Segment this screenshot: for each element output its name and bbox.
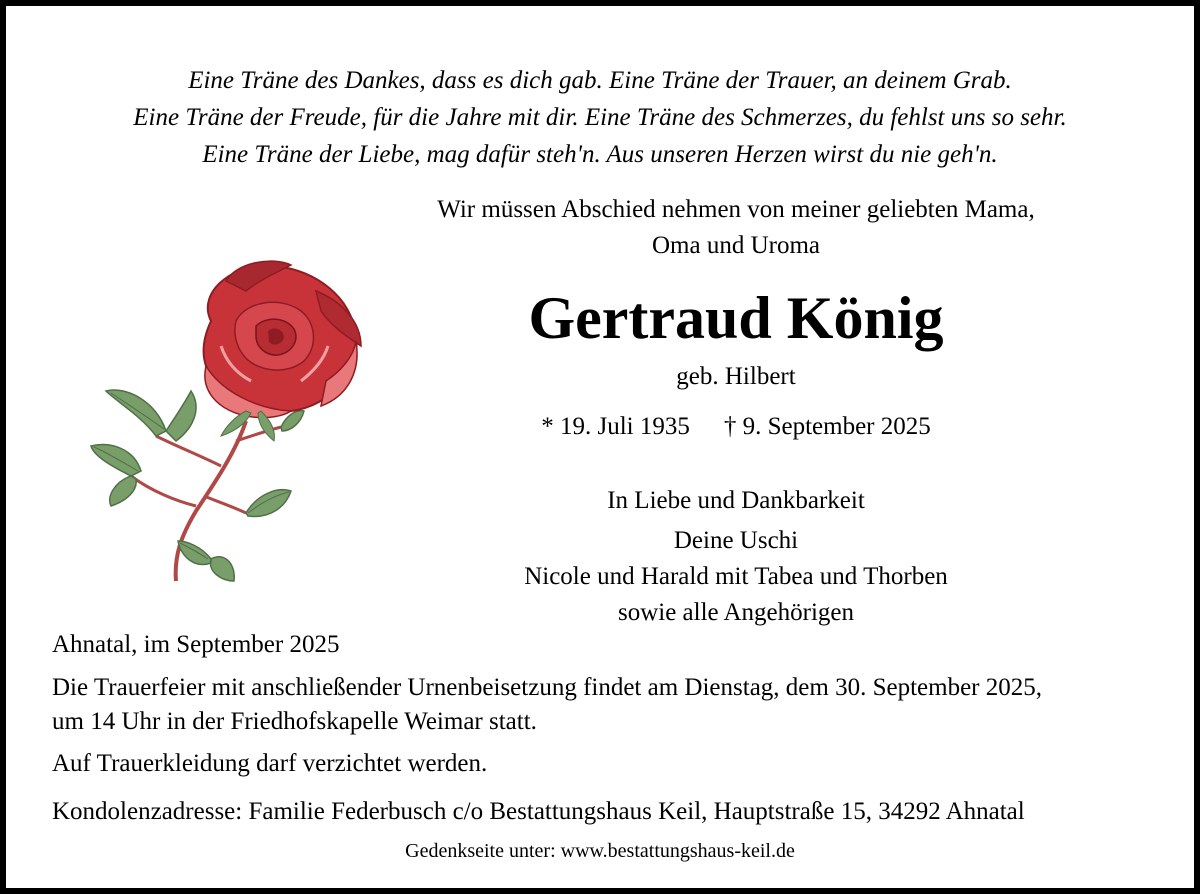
mourner-line: Deine Uschi [673,527,799,554]
mourners-block [336,483,1136,631]
poem [6,62,1194,173]
maiden-name: geb. Hilbert [676,363,796,390]
condolence-address: Kondolenzadresse: Familie Federbusch c/o Bestattungshaus Keil, Hauptstraße 15, 34292 Ahnatal [52,798,1025,825]
memorial-page-link: Gedenkseite unter: www.bestattungshaus-keil.de [405,840,795,862]
life-dates [336,410,1136,444]
mourner-line: sowie alle Angehörigen [617,599,855,626]
poem-line: Eine Träne der Freude, für die Jahre mit dir. Eine Träne des Schmerzes, du fehlst uns so sehr. [133,104,1067,131]
place-date: Ahnatal, im September 2025 [52,631,340,658]
intro-text [336,192,1136,264]
ceremony-line: Die Trauerfeier mit anschließender Urnenbeisetzung findet am Dienstag, dem 30. September 2025, [52,674,1042,701]
intro-line: Wir müssen Abschied nehmen von meiner geliebten Mama, [437,196,1035,223]
intro-line: Oma und Uroma [651,232,821,259]
mourner-line: Nicole und Harald mit Tabea und Thorben [524,563,948,590]
ceremony-line: um 14 Uhr in der Friedhofskapelle Weimar statt. [52,708,537,735]
closing-phrase: In Liebe und Dankbarkeit [607,487,865,514]
death-date: † 9. September 2025 [723,413,931,440]
funeral-info [52,628,1174,829]
poem-line: Eine Träne des Dankes, dass es dich gab. Eine Träne der Trauer, an deinem Grab. [188,67,1012,94]
birth-date: * 19. Juli 1935 [541,413,690,440]
poem-line: Eine Träne der Liebe, mag dafür steh'n. Aus unseren Herzen wirst du nie geh'n. [202,141,998,168]
deceased-name: Gertraud König [528,285,944,351]
dress-note: Auf Trauerkleidung darf verzichtet werden. [52,750,488,777]
